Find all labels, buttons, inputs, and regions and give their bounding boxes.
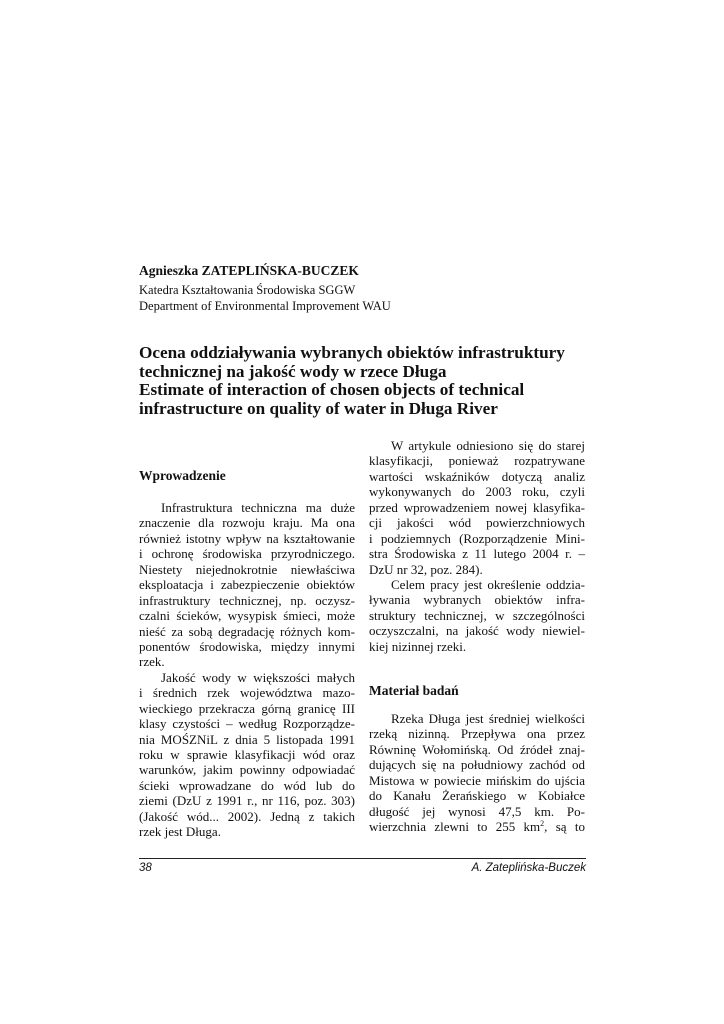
- text-line: ziemi (DzU z 1991 r., nr 116, poz. 303): [139, 793, 355, 809]
- text-line: kiej nizinnej rzeki.: [369, 638, 467, 654]
- text-line: klasyfikacji, ponieważ rozpatrywane: [369, 453, 585, 469]
- text-line: Mistowa w powiecie mińskim do ujścia: [369, 772, 585, 788]
- text-line: długość jej wynosi 47,5 km. Po-: [369, 803, 585, 819]
- text-line: infrastruktury technicznej, np. oczysz-: [139, 592, 355, 608]
- text-line: wieckiego przekracza górną granicę III: [139, 700, 355, 716]
- text-line: Infrastruktura techniczna ma duże: [161, 500, 355, 515]
- title-polish-line-2: technicznej na jakość wody w rzece Długa: [139, 361, 447, 381]
- text-line: Jakość wody w większości małych: [161, 669, 355, 685]
- section-heading-introduction: Wprowadzenie: [139, 468, 226, 483]
- text-line-with-superscript: [369, 819, 585, 834]
- text-line: Rzeka Długa jest średniej wielkości: [391, 711, 585, 726]
- footer-rule: [139, 858, 586, 859]
- affiliation-english: Department of Environmental Improvement WAU: [139, 298, 391, 313]
- text-line: warunków, jakim powinny odpowiadać: [139, 762, 355, 778]
- superscript: 2: [540, 819, 545, 829]
- text-line: eksploatacja i zabezpieczenie obiektów: [139, 577, 355, 593]
- affiliation-polish: Katedra Kształtowania Środowiska SGGW: [139, 283, 356, 297]
- text-line: znaczenie dla rozwoju kraju. Ma ona: [139, 515, 355, 531]
- materials-paragraph: [369, 711, 585, 835]
- text-line: klasy czystości – według Rozporządze-: [139, 716, 355, 732]
- text-line: W artykule odniesiono się do starej: [391, 438, 585, 453]
- text-line: (Jakość wód... 2002). Jedną z takich: [139, 808, 355, 824]
- text-line: Celem pracy jest określenie oddzia-: [391, 576, 585, 592]
- text-line: nieść za sobą degradację różnych kom-: [139, 623, 355, 639]
- text-line: DzU nr 32, poz. 284).: [369, 561, 483, 577]
- text-line: nia MOŚZNiL z dnia 5 listopada 1991: [139, 731, 355, 747]
- text-line: cji jakości wód powierzchniowych: [369, 515, 585, 531]
- text-line: stra Środowiska z 11 lutego 2004 r. –: [369, 546, 585, 562]
- line-text: wierzchnia zlewni to 255 km: [369, 819, 541, 835]
- context-paragraphs: [369, 438, 585, 654]
- text-line: rzeką nizinną. Przepływa ona przez: [369, 726, 585, 742]
- text-line: do Kanału Żerańskiego w Kobiałce: [369, 788, 585, 804]
- text-line: dujących się na południowy zachód od: [369, 757, 585, 773]
- author-name: Agnieszka ZATEPLIŃSKA-BUCZEK: [139, 263, 359, 278]
- text-line: oczyszczalni, na jakość wody niewiel-: [369, 623, 585, 639]
- text-line: przed wprowadzeniem nowej klasyfika-: [369, 499, 585, 515]
- text-line: ścieki wprowadzane do wód lub do: [139, 777, 355, 793]
- text-line: czalni ścieków, wysypisk śmieci, może: [139, 608, 355, 624]
- text-line: roku w sprawie klasyfikacji wód oraz: [139, 747, 355, 762]
- text-line: Niestety niejednokrotnie niewłaściwa: [139, 561, 355, 577]
- running-author: A. Zateplińska-Buczek: [471, 862, 586, 874]
- text-line: wykonywanych do 2003 roku, czyli: [369, 484, 585, 500]
- text-line: Równinę Wołomińską. Od źródeł znaj-: [369, 741, 585, 757]
- page-number: 38: [139, 862, 152, 874]
- text-line: rzek.: [139, 654, 165, 670]
- text-line: i ochronę środowiska przyrodniczego.: [139, 546, 355, 562]
- text-line: rzek jest Długa.: [139, 824, 221, 840]
- text-line: wartości wskaźników dotyczą analiz: [369, 468, 585, 484]
- section-heading-materials: Materiał badań: [369, 683, 459, 698]
- text-line: ponentów środowiska, między innymi: [139, 638, 355, 654]
- title-english-line-2: infrastructure on quality of water in Długa River: [139, 398, 498, 418]
- text-line: i średnich rzek województwa mazo-: [139, 685, 355, 701]
- title-english-line-1: Estimate of interaction of chosen objects of technical: [139, 380, 525, 400]
- text-line: i podziemnych (Rozporządzenie Mini-: [369, 530, 585, 546]
- article-title: [139, 344, 599, 418]
- introduction-paragraphs: [139, 500, 355, 840]
- affiliation: [139, 283, 391, 314]
- text-line: ływania wybranych obiektów infra-: [369, 592, 585, 608]
- title-polish-line-1: Ocena oddziaływania wybranych obiektów infrastruktury: [139, 343, 565, 362]
- text-line: również istotny wpływ na kształtowanie: [139, 530, 355, 546]
- line-text-tail: , są to: [544, 819, 585, 835]
- text-line: struktury technicznej, w szczególności: [369, 607, 585, 623]
